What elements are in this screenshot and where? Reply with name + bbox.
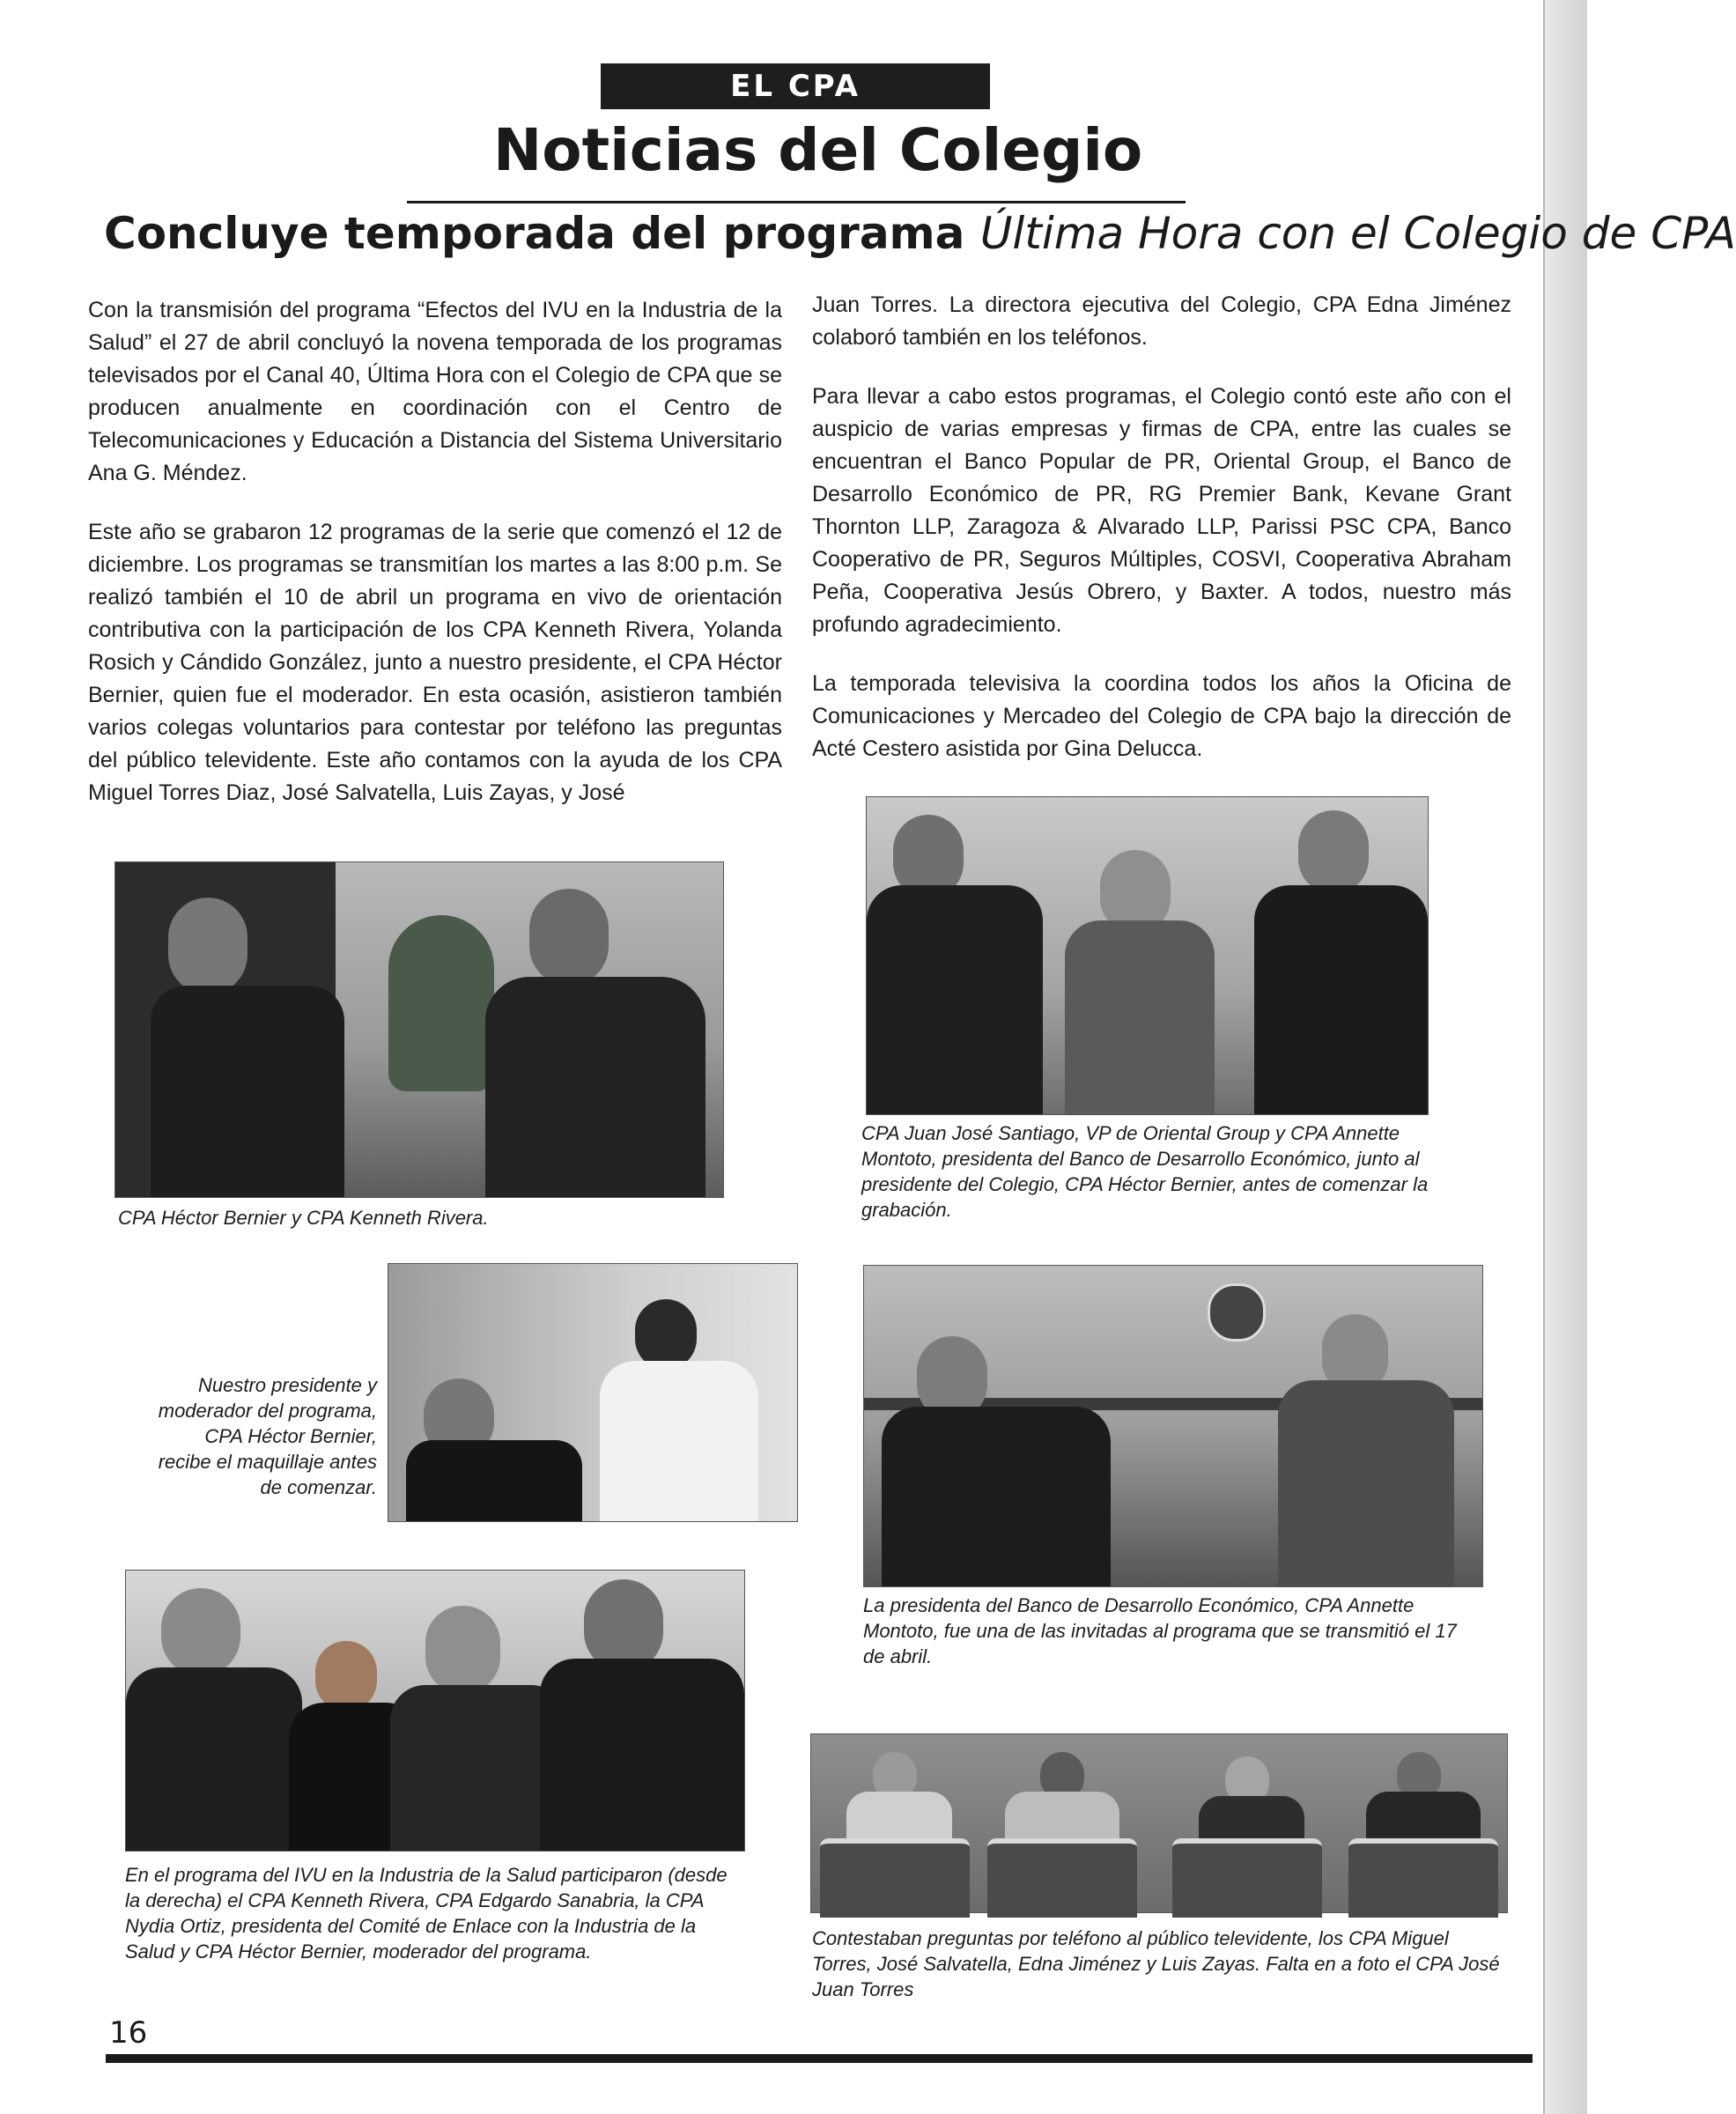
photo-caption: La presidenta del Banco de Desarrollo Económico, CPA Annette Montoto, fue una de las invitadas al programa que se transmitió el 17 de abril. xyxy=(863,1594,1457,1667)
article-headline xyxy=(104,208,1736,259)
paragraph: Juan Torres. La directora ejecutiva del Colegio, CPA Edna Jiménez colaboró también en los teléfonos. xyxy=(812,292,1511,350)
article-column-right xyxy=(812,289,1511,792)
photo-phone-volunteers xyxy=(810,1733,1508,1913)
page-edge-shadow xyxy=(1543,0,1587,2114)
paragraph: Con la transmisión del programa “Efectos del IVU en la Industria de la Salud” el 27 de abril concluyó la novena temporada de los programas televisados por el Canal 40, Última Hora con el Colegio de CPA que se producen anualmente en coordinación con el Centro de Telecomunicaciones y Educación a Distancia del Sistema Universitario Ana G. Méndez. xyxy=(88,298,782,485)
page-title: Noticias del Colegio xyxy=(493,116,1143,184)
photo-makeup xyxy=(388,1263,798,1522)
section-tag: EL CPA xyxy=(601,63,990,109)
photo-interview xyxy=(115,861,724,1198)
paragraph: Para llevar a cabo estos programas, el Colegio contó este año con el auspicio de varias empresas y firmas de CPA, entre las cuales se encuentran el Banco Popular de PR, Oriental Group, el Banco de Desarrollo Económico de PR, RG Premier Bank, Kevane Grant Thornton LLP, Zaragoza & Alvarado LLP, Parissi PSC CPA, Banco Cooperativo de PR, Seguros Múltiples, COSVI, Cooperativa Abraham Peña, Cooperativa Jesús Obrero, y Baxter. A todos, nuestro más profundo agradecimiento. xyxy=(812,384,1511,637)
paragraph: Este año se grabaron 12 programas de la serie que comenzó el 12 de diciembre. Los programas se transmitían los martes a las 8:00 p.m. Se realizó también el 10 de abril un programa en vivo de orientación contributiva con la participación de los CPA Kenneth Rivera, Yolanda Rosich y Cándido González, junto a nuestro presidente, el CPA Héctor Bernier, quien fue el moderador. En esta ocasión, asistieron también varios colegas voluntarios para contestar por teléfono las preguntas del público televidente. Este año contamos con la ayuda de los CPA Miguel Torres Diaz, José Salvatella, Luis Zayas, y José xyxy=(88,520,782,805)
title-divider xyxy=(407,201,1186,203)
headline-program-name: Última Hora con el Colegio de CPA xyxy=(979,208,1736,259)
photo-caption: CPA Héctor Bernier y CPA Kenneth Rivera. xyxy=(118,1207,489,1229)
photo-guests-ivu xyxy=(125,1570,745,1852)
photo-tv-set xyxy=(863,1265,1483,1587)
photo-caption: Nuestro presidente y moderador del programa, CPA Héctor Bernier, recibe el maquillaje antes de comenzar. xyxy=(158,1374,377,1498)
photo-caption: Contestaban preguntas por teléfono al público televidente, los CPA Miguel Torres, José Salvatella, Edna Jiménez y Luis Zayas. Falta en a foto el CPA José Juan Torres xyxy=(812,1927,1500,2000)
footer-rule xyxy=(106,2054,1533,2063)
photo-caption: CPA Juan José Santiago, VP de Oriental Group y CPA Annette Montoto, presidenta del Banco de Desarrollo Económico, junto al presidente del Colegio, CPA Héctor Bernier, antes de comenzar la grabación. xyxy=(861,1122,1429,1221)
photo-guests-standing xyxy=(866,796,1429,1115)
article-column-left xyxy=(88,294,782,836)
photo-caption: En el programa del IVU en la Industria de la Salud participaron (desde la derecha) el CPA Kenneth Rivera, CPA Edgardo Sanabria, la CPA Nydia Ortiz, presidenta del Comité de Enlace con la Industria de la Salud y CPA Héctor Bernier, moderador del programa. xyxy=(125,1864,728,1962)
paragraph: La temporada televisiva la coordina todos los años la Oficina de Comunicaciones y Mercadeo del Colegio de CPA bajo la dirección de Acté Cestero asistida por Gina Delucca. xyxy=(812,671,1511,761)
page-number: 16 xyxy=(109,2015,148,2051)
headline-plain: Concluye temporada del programa xyxy=(104,208,980,259)
